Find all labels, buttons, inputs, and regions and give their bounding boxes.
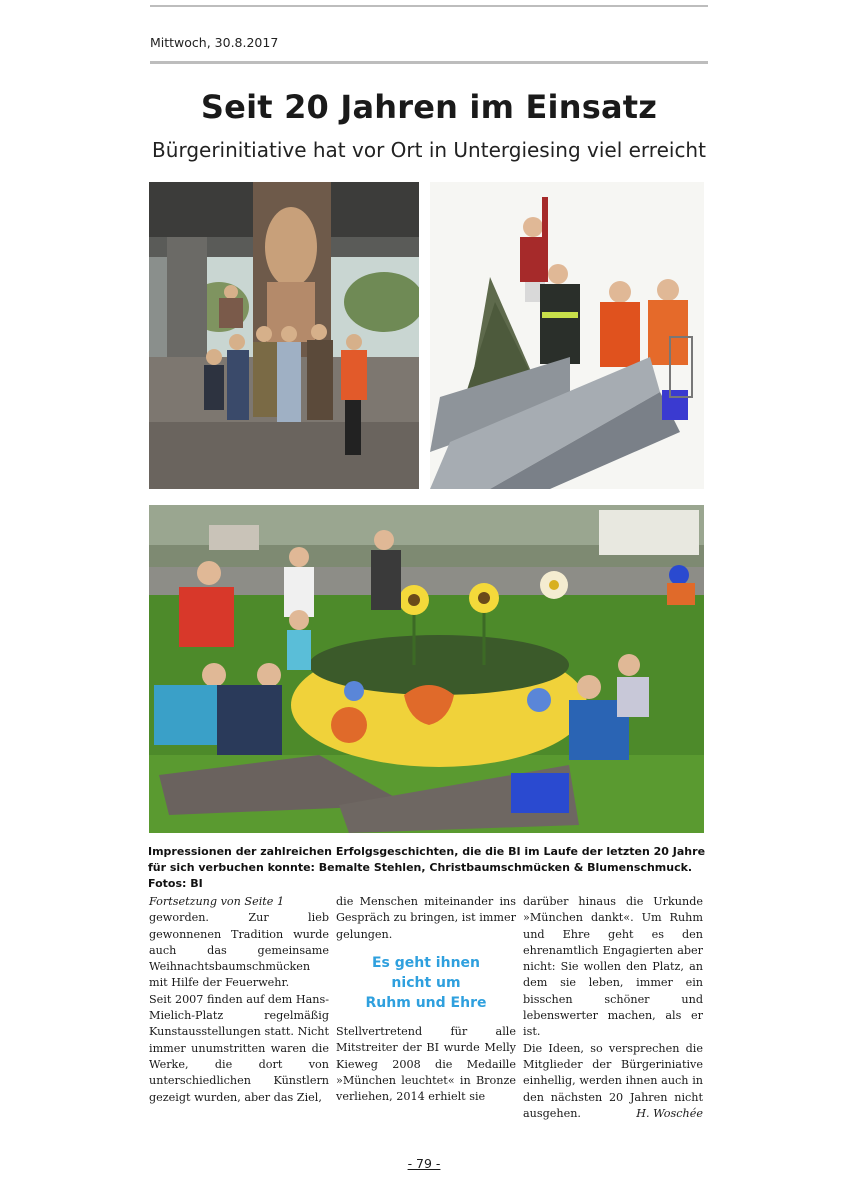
header-rule (150, 61, 708, 64)
pull-quote-line: nicht um (391, 975, 461, 991)
headline: Seit 20 Jahren im Einsatz (200, 88, 658, 126)
continuation-note: Fortsetzung von Seite 1 (149, 895, 285, 908)
article-column-2-continued (336, 1024, 516, 1105)
article-column-3 (523, 894, 703, 1122)
author-signature: H. Woschée (636, 1106, 703, 1120)
photo-caption: Impressionen der zahlreichen Erfolgsgeschichten, die die BI im Laufe der letzten 20 Jahre für sich verbuchen konnte: Bemalte Stehlen, Christbaumschmücken & Blumenschmuck. Fotos: BI (148, 845, 706, 890)
photo-christmas-tree-firefighters (430, 182, 704, 489)
paragraph: Seit 2007 finden auf dem Hans-Mielich-Platz regelmäßig Kunstausstellungen statt. Nicht immer unumstritten waren die Werke, die dort von unterschiedlichen Künstlern gezeigt wurden, aber das Ziel, (149, 992, 329, 1104)
subheadline: Bürgerinitiative hat vor Ort in Untergiesing viel erreicht (152, 138, 706, 162)
paragraph-text: Die Ideen, so versprechen die Mitglieder der Bürgeriniative einhellig, werden ihnen auch in den nächsten 20 Jahren nicht ausgehen. (523, 1041, 703, 1120)
pull-quote (336, 953, 516, 1013)
photo-flower-planter (149, 505, 704, 833)
paragraph: geworden. Zur lieb gewonnenen Tradition wurde auch das gemeinsame Weihnachtsbaumschmücken mit Hilfe der Feuerwehr. (149, 911, 329, 990)
article-column-2 (336, 894, 516, 943)
paragraph (523, 1041, 703, 1122)
issue-date: Mittwoch, 30.8.2017 (150, 35, 279, 50)
paragraph: die Menschen miteinander ins Gespräch zu bringen, ist immer gelungen. (336, 895, 516, 941)
pull-quote-line: Ruhm und Ehre (365, 995, 487, 1011)
page-number: - 79 - (407, 1156, 441, 1171)
article-column-1 (149, 894, 329, 1106)
paragraph: Stellvertretend für alle Mitstreiter der BI wurde Melly Kieweg 2008 die Medaille »München leuchtet« in Bronze verliehen, 2014 erhielt sie (336, 1025, 516, 1104)
pull-quote-line: Es geht ihnen (371, 955, 480, 971)
paragraph: darüber hinaus die Urkunde »München dankt«. Um Ruhm und Ehre geht es den ehrenamtlich Engagierten aber nicht: Sie wollen den Platz, an dem sie leben, immer ein bisschen schöner und lebenswerter machen, als er ist. (523, 895, 703, 1039)
photo-painted-pillar (149, 182, 419, 489)
top-rule (150, 5, 708, 7)
